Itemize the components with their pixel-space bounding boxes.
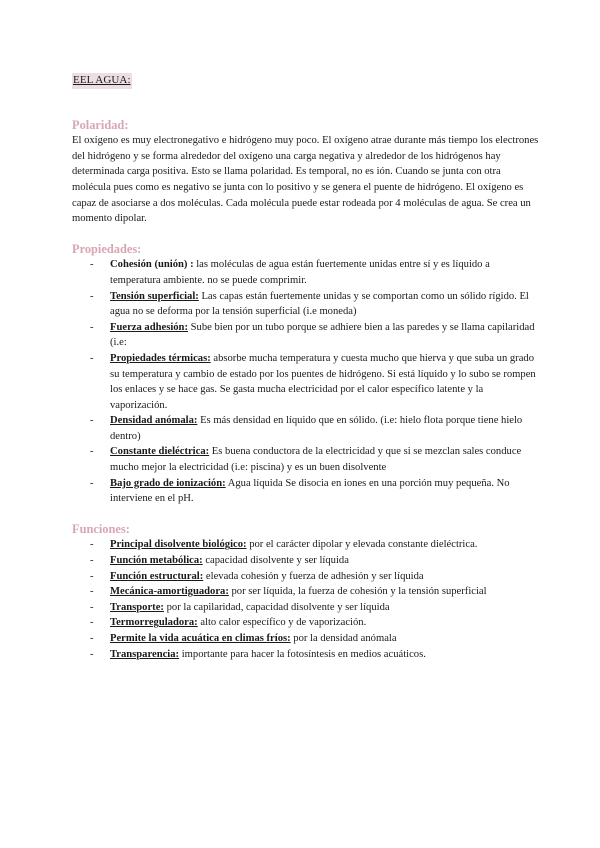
list-item: - Mecánica-amortiguadora: por ser líquida, la fuerza de cohesión y la tensión superficial [90,586,487,598]
polaridad-heading: Polaridad: [72,117,129,132]
list-item: - Cohesión (unión) : las moléculas de agua están fuertemente unidas entre sí y es líquido a temperatura ambiente. no se puede comprimir. [90,259,490,286]
list-item: - Principal disolvente biológico: por el carácter dipolar y elevada constante dieléctrica. [90,539,478,551]
list-item: - Constante dieléctrica: Es buena conductora de la electricidad y que si se mezclan sales conduce mucho mejor la electricidad (i.e: piscina) y es un buen disolvente [90,446,522,474]
item-text: por la densidad anómala [290,633,397,644]
item-text: Agua líquida Se disocia en iones en una porción muy pequeña. No interviene en el pH. [110,477,510,505]
item-text: Sube bien por un tubo porque se adhiere bien a las paredes y se llama capilaridad (i.e: [110,321,535,349]
item-term: Constante dieléctrica: [110,446,210,458]
item-text: por el carácter dipolar y elevada constante dieléctrica. [246,539,478,551]
polaridad-paragraph: El oxígeno es muy electronegativo e hidrógeno muy poco. El oxígeno atrae durante más tiempo los electrones del hidrógeno y se forma alrededor del oxígeno una carga negativa y alrededor de los hidrógenos hay determinada carga positiva. Esto se llama polaridad. Es temporal, no es ión. Cuando se junta con otra molécula pues como es negativo se junta con lo positivo y se genera el puente de hidrógeno. El oxígeno es capaz de asociarse a dos moléculas. Cada molécula puede estar rodeada por 4 moléculas de agua. Se crea un momento dipolar. [72,135,539,225]
item-text: las moléculas de agua están fuertemente unidas entre sí y es líquido a temperatura ambiente. no se puede comprimir. [110,259,490,286]
item-term: Bajo grado de ionización: [110,477,226,489]
item-text: capacidad disolvente y ser líquida [202,555,349,567]
item-term: Fuerza adhesión: [110,321,188,333]
item-term: Transporte: [110,601,164,613]
item-term: Cohesión (unión) : [110,259,194,271]
item-term: Tensión superficial: [110,290,199,302]
item-text: Es buena conductora de la electricidad y que si se mezclan sales conduce mucho mejor la electricidad (i.e: piscina) y es un buen disolvente [110,446,522,474]
item-term: Función metabólica: [110,555,203,567]
section-propiedades [72,242,540,507]
funciones-list [72,537,540,662]
funciones-heading: Funciones: [72,521,130,536]
item-term: Función estructural: [110,570,204,582]
item-text: por la capilaridad, capacidad disolvente y ser líquida [163,601,390,613]
section-polaridad [72,118,540,227]
item-text: elevada cohesión y fuerza de adhesión y ser líquida [203,570,424,582]
propiedades-list [72,257,540,507]
item-text: Las capas están fuertemente unidas y se comportan como un sólido rígido. El agua no se deforma por la tensión superficial (i.e moneda) [110,290,529,318]
list-item: - Propiedades térmicas: absorbe mucha temperatura y cuesta mucho que hierva y que suba un grado su temperatura y cambio de estado por los puentes de hidrógeno. Si está líquido y lo subo se rompen los enlaces y se hace gas. Se gasta mucha electricidad por el calor específico latente y la vaporización. [90,352,536,411]
item-term: Permite la vida acuática en climas fríos: [110,633,291,644]
list-item: - Fuerza adhesión: Sube bien por un tubo porque se adhiere bien a las paredes y se llama capilaridad (i.e: [90,321,535,349]
list-item: - Función estructural: elevada cohesión y fuerza de adhesión y ser líquida [90,570,424,582]
item-term: Transparencia: [110,648,180,660]
item-text: absorbe mucha temperatura y cuesta mucho que hierva y que suba un grado su temperatura y cambio de estado por los puentes de hidrógeno. Si está líquido y lo subo se rompen los enlaces y se hace gas. Se gasta mucha electricidad por el calor específico latente y la vaporización. [110,352,536,411]
item-text: importante para hacer la fotosíntesis en medios acuáticos. [179,648,426,660]
item-term: Densidad anómala: [110,415,198,427]
section-funciones [72,522,540,662]
list-item: - Termorreguladora: alto calor específico y de vaporización. [90,617,367,629]
list-item: - Transporte: por la capilaridad, capacidad disolvente y ser líquida [90,601,390,613]
title-text: EEL AGUA: [72,73,132,89]
list-item: - Tensión superficial: Las capas están fuertemente unidas y se comportan como un sólido rígido. El agua no se deforma por la tensión superficial (i.e moneda) [90,290,529,318]
propiedades-heading: Propiedades: [72,241,142,256]
item-term: Mecánica-amortiguadora: [110,586,229,598]
list-item: - Función metabólica: capacidad disolvente y ser líquida [90,555,349,567]
list-item: - Bajo grado de ionización: Agua líquida Se disocia en iones en una porción muy pequeña. No interviene en el pH. [90,477,510,505]
list-item: - Densidad anómala: Es más densidad en líquido que en sólido. (i.e: hielo flota porque tiene hielo dentro) [90,415,523,442]
list-item: - Permite la vida acuática en climas fríos: por la densidad anómala [90,633,397,644]
document-title [72,73,540,89]
item-term: Propiedades térmicas: [110,352,211,364]
item-text: alto calor específico y de vaporización. [197,617,367,629]
item-text: por ser líquida, la fuerza de cohesión y la tensión superficial [228,586,487,598]
item-term: Principal disolvente biológico: [110,539,247,551]
item-term: Termorreguladora: [110,617,198,629]
item-text: Es más densidad en líquido que en sólido. (i.e: hielo flota porque tiene hielo dentro) [110,415,523,442]
list-item: - Transparencia: importante para hacer la fotosíntesis en medios acuáticos. [90,648,426,660]
